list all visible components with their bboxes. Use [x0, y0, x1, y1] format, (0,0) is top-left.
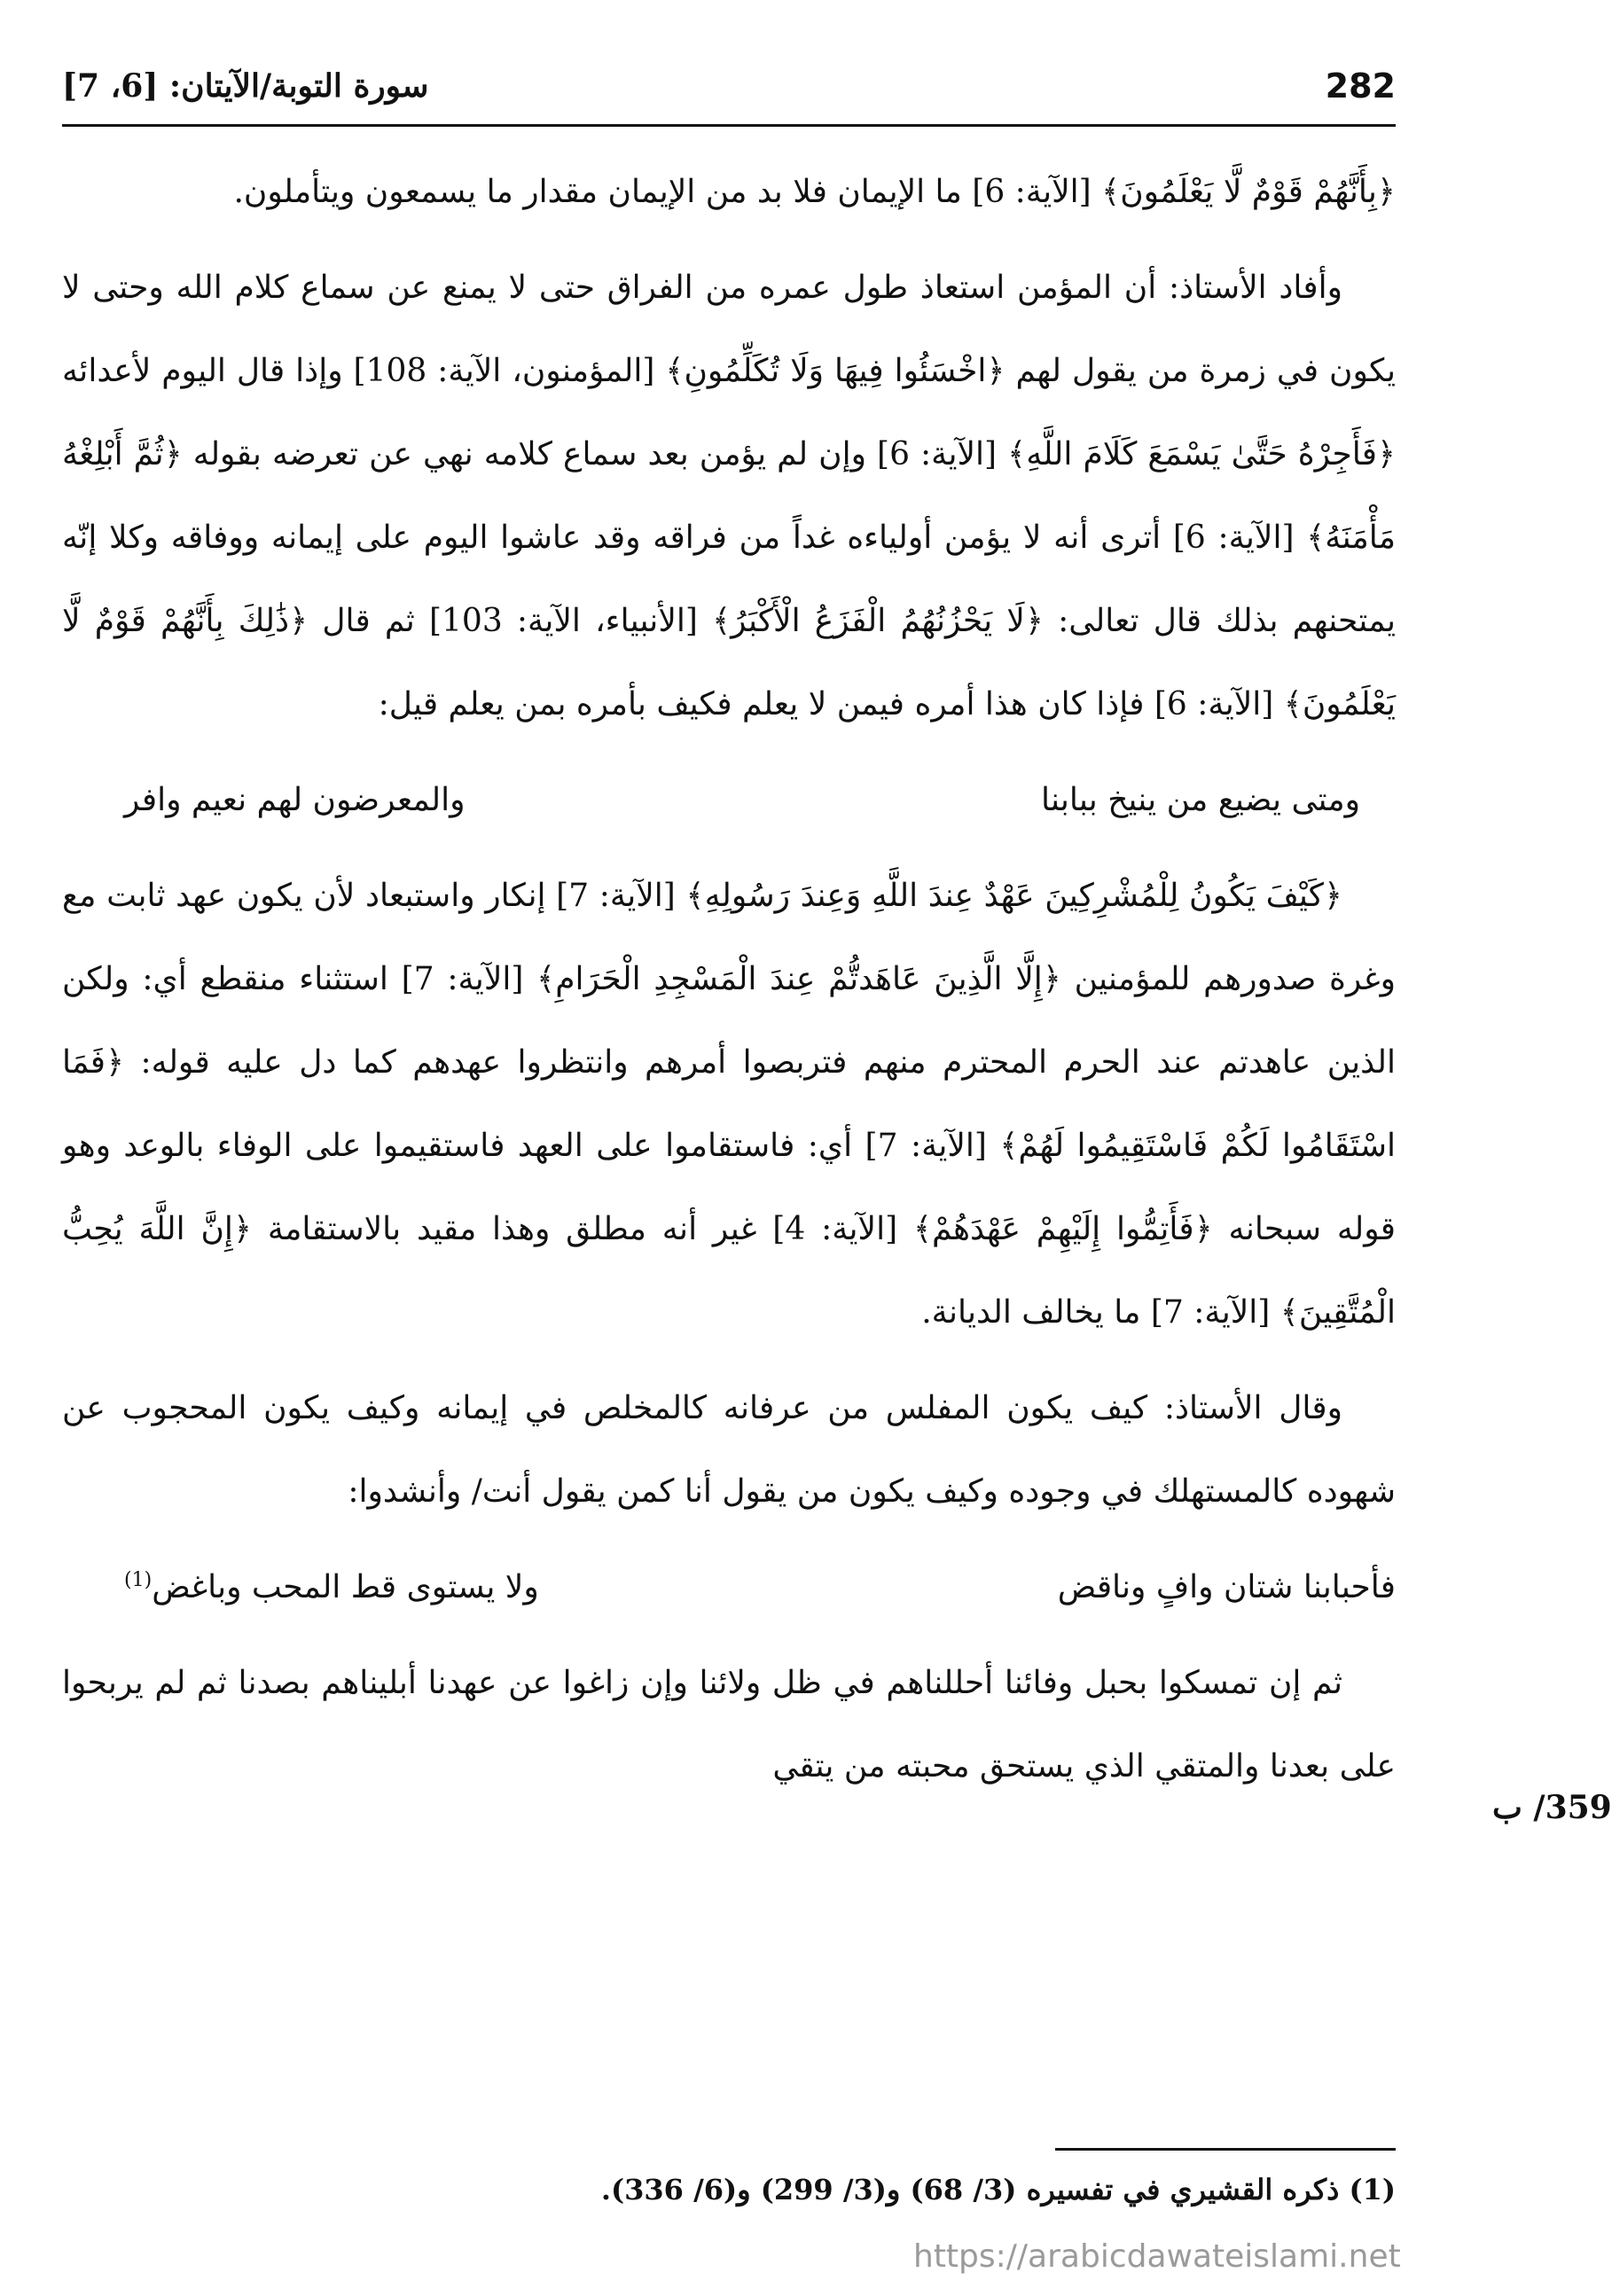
footnote: (1) ذكره القشيري في تفسيره (3/ 68) و(3/ 299) و(6/ 336).	[600, 2173, 1396, 2206]
watermark-url: https://arabicdawateislami.net	[913, 2238, 1401, 2275]
paragraph: ثم إن تمسكوا بحبل وفائنا أحللناهم في ظل ولائنا وإن زاغوا عن عهدنا أبليناهم بصدنا ثم لم يربحوا على بعدنا والمتقي الذي يستحق محبته من يتقي	[62, 1665, 1396, 1784]
paragraph: وأفاد الأستاذ: أن المؤمن استعاذ طول عمره من الفراق حتى لا يمنع عن سماع كلام الله وحتى لا يكون في زمرة من يقول لهم ﴿اخْسَئُوا فِيهَا وَلَا تُكَلِّمُونِ﴾ [المؤمنون، الآية: 108] وإذا قال اليوم لأعدائه ﴿فَأَجِرْهُ حَتَّىٰ يَسْمَعَ كَلَامَ اللَّهِ﴾ [الآية: 6] وإن لم يؤمن بعد سماع كلامه نهي عن تعرضه بقوله ﴿ثُمَّ أَبْلِغْهُ مَأْمَنَهُ﴾ [الآية: 6] أترى أنه لا يؤمن أولياءه غداً من فراقه وقد عاشوا اليوم على إيمانه ووفاقه وكلا إنّه يمتحنهم بذلك قال تعالى: ﴿لَا يَحْزُنُهُمُ الْفَزَعُ الْأَكْبَرُ﴾ [الأنبياء، الآية: 103] ثم قال ﴿ذَٰلِكَ بِأَنَّهُمْ قَوْمٌ لَّا يَعْلَمُونَ﴾ [الآية: 6] فإذا كان هذا أمره فيمن لا يعلم فكيف بأمره بمن يعلم قيل:	[62, 269, 1397, 722]
header-rule	[62, 124, 1396, 127]
verse-first-hemistich: فأحبابنا شتان وافٍ وناقض	[1057, 1569, 1396, 1605]
verse-second-hemistich	[124, 1546, 539, 1629]
running-head: سورة التوبة/الآيتان: [6، 7]	[62, 67, 429, 105]
manuscript-folio-note: 359/ ب	[1492, 1789, 1612, 1826]
page-number: 282	[1325, 66, 1396, 105]
paragraph: ﴿كَيْفَ يَكُونُ لِلْمُشْرِكِينَ عَهْدٌ عِندَ اللَّهِ وَعِندَ رَسُولِهِ﴾ [الآية: 7] إنكار واستبعاد لأن يكون عهد ثابت مع وغرة صدورهم للمؤمنين ﴿إِلَّا الَّذِينَ عَاهَدتُّمْ عِندَ الْمَسْجِدِ الْحَرَامِ﴾ [الآية: 7] استثناء منقطع أي: ولكن الذين عاهدتم عند الحرم المحترم منهم فتربصوا أمرهم وانتظروا عهدهم كما دل عليه قوله: ﴿فَمَا اسْتَقَامُوا لَكُمْ فَاسْتَقِيمُوا لَهُمْ﴾ [الآية: 7] أي: فاستقاموا على العهد فاستقيموا على الوفاء بالوعد وهو قوله سبحانه ﴿فَأَتِمُّوا إِلَيْهِمْ عَهْدَهُمْ﴾ [الآية: 4] غير أنه مطلق وهذا مقيد بالاستقامة ﴿إِنَّ اللَّهَ يُحِبُّ الْمُتَّقِينَ﴾ [الآية: 7] ما يخالف الديانة.	[62, 878, 1397, 1331]
verse-second-hemistich-text: ولا يستوى قط المحب وباغض	[152, 1569, 539, 1605]
paragraph: وقال الأستاذ: كيف يكون المفلس من عرفانه كالمخلص في إيمانه وكيف يكون المحجوب عن شهوده كالمستهلك في وجوده وكيف يكون من يقول أنا كمن يقول أنت/ وأنشدوا:	[62, 1390, 1396, 1510]
poem-verse	[62, 759, 1396, 842]
verse-second-hemistich: والمعرضون لهم نعيم وافر	[124, 782, 466, 818]
poem-verse	[62, 1546, 1396, 1629]
footnote-marker: (1)	[124, 1569, 153, 1591]
main-text	[62, 151, 1396, 1821]
paragraph: ﴿بِأَنَّهُمْ قَوْمٌ لَّا يَعْلَمُونَ﴾ [الآية: 6] ما الإيمان فلا بد من الإيمان مقدار ما يسمعون ويتأملون.	[233, 174, 1396, 210]
footnote-rule	[1055, 2148, 1396, 2151]
page-header	[62, 55, 1396, 117]
verse-first-hemistich: ومتى يضيع من ينيخ ببابنا	[1041, 782, 1360, 818]
